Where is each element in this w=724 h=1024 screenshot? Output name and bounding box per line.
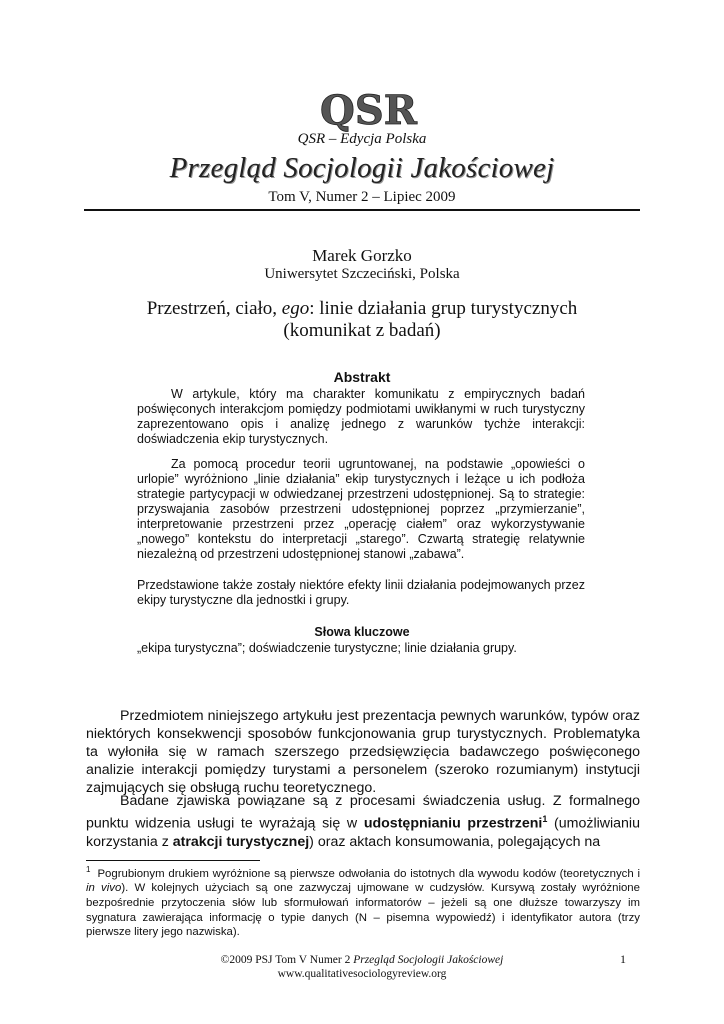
page-number: 1 [620,952,626,966]
keywords: „ekipa turystyczna”; doświadczenie turystyczne; linie działania grupy. [137,641,517,655]
abstract-paragraph: Za pomocą procedur teorii ugruntowanej, na podstawie „opowieści o urlopie” wyróżniono „linie działania” ekip turystycznych i leżące u ich podłoża strategie partycypacji w odwiedzanej przestrzeni udostępnionej. Są to strategie: przyswajania zasobów przestrzeni udostępnionej poprzez „przymierzanie”, interpretowanie przestrzeni przez „operację ciałem” oraz wykorzystywanie „nowego” kontekstu do interpretacji „starego”. Czwartą strategię relatywnie niezależną od przestrzeni udostępnionej stanowi „zabawa”. [137,457,585,561]
footnote-text: Pogrubionym drukiem wyróżnione są pierwsze odwołania do istotnych dla wywodu kodów (teoretycznych i [97,867,640,880]
code-term: udostępnianiu przestrzeni [363,815,543,832]
journal-series: QSR – Edycja Polska [297,131,427,147]
title-part: Przestrzeń, ciało, [146,298,282,319]
article-author: Marek Gorzko [312,246,412,265]
footnote-mark: 1 [86,865,91,874]
header-divider [84,209,640,211]
footnote [86,863,640,940]
journal-issue: Tom V, Numer 2 – Lipiec 2009 [268,189,456,205]
journal-title: Przegląd Socjologii Jakościowej [169,152,555,184]
footer-journal: Przegląd Socjologii Jakościowej [353,954,504,966]
footer-url[interactable]: www.qualitativesociologyreview.org [277,968,447,980]
body-text: (umożliwianiu korzystania z [86,815,640,850]
title-line2: (komunikat z badań) [283,320,441,341]
code-term: atrakcji turystycznej [172,833,310,850]
footer-copyright [0,954,724,966]
journal-logo [318,84,417,136]
logo-text: QSR [320,87,417,134]
keywords-heading: Słowa kluczowe [314,625,410,639]
footnote-text: ). W kolejnych użyciach są one zazwyczaj ujmowane w cudzysłów. Kursywą zostały wyróżnione bezpośrednie przytoczenia słów lub sformułowań informatorów – jeżeli są one dłuższe towarzyszy im sygnatura zawierająca informację o typie danych (N – pisemna wypowiedź) i identyfikator autora (trzy pierwsze litery jego nazwiska). [86,882,640,939]
abstract-paragraph: Przedstawione także zostały niektóre efekty linii działania podejmowanych przez ekipy turystyczne dla jednostki i grupy. [137,578,585,607]
abstract-heading: Abstrakt [333,369,391,385]
footnote-divider [86,860,260,861]
body-text: Badane zjawiska powiązane są z procesami świadczenia usług. Z formalnego punktu widzenia usługi te wyrażają się w [86,793,640,832]
abstract-paragraph: W artykule, który ma charakter komunikatu z empirycznych badań poświęconych interakcjom pomiędzy podmiotami uwikłanymi w ruch turystyczny zaprezentowano opis i analizę jednego z warunków tychże interakcji: doświadczenia ekip turystycznych. [137,387,585,446]
title-italic: ego [281,298,310,319]
footnote-italic: in vivo [86,882,122,895]
article-title [0,298,724,342]
copyright-text: ©2009 PSJ Tom V Numer 2 [220,954,354,966]
footnote-reference[interactable]: 1 [542,814,548,824]
body-paragraph [86,792,640,851]
body-paragraph: Przedmiotem niniejszego artykułu jest prezentacja pewnych warunków, typów oraz niektórych konsekwencji sposobów funkcjonowania grup turystycznych. Problematyka ta wyłoniła się w ramach szerszego przedsięwzięcia badawczego poświęconego analizie interakcji pomiędzy turystami a personelem (szeroko rozumianym) instytucji zajmujących się obsługą ruchu teoretycznego. [86,708,640,796]
title-part: : linie działania grup turystycznych [309,298,578,319]
body-text: ) oraz aktach konsumowania, polegających na [309,833,601,850]
author-affiliation: Uniwersytet Szczeciński, Polska [264,266,460,282]
